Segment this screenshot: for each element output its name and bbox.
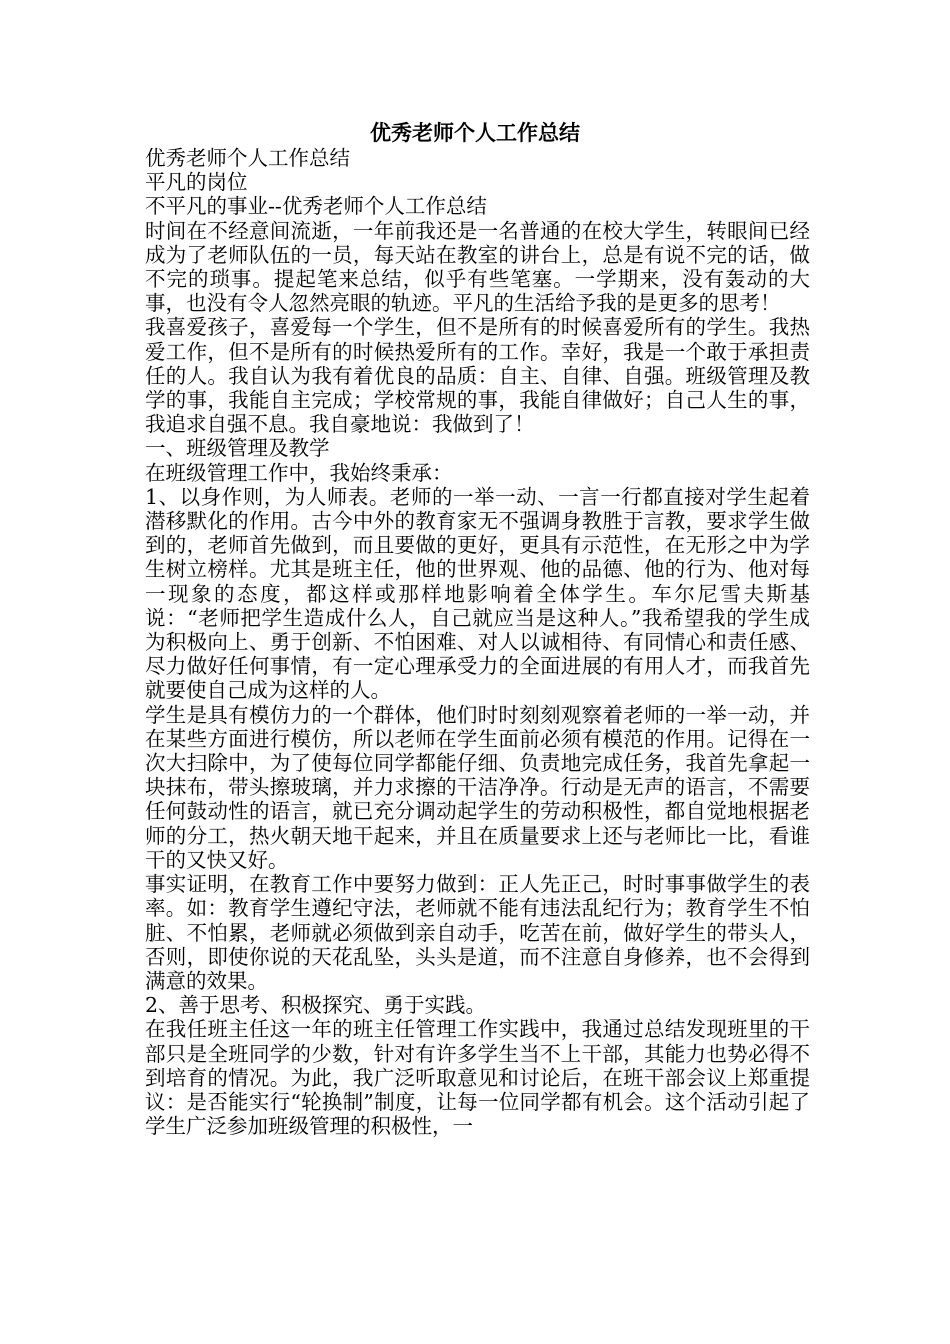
paragraph-principle-intro: 在班级管理工作中，我始终秉承： <box>145 460 453 485</box>
paragraph-heading-3: 不平凡的事业--优秀老师个人工作总结 <box>145 194 487 219</box>
paragraph-love-students: 我喜爱孩子，喜爱每一个学生，但不是所有的时候喜爱所有的学生。我热爱工作，但不是所有的时候热爱所有的工作。幸好，我是一个敢于承担责任的人。我自认为我有着优良的品质：自主、自律、自强。班级管理及教学的事，我能自主完成；学校常规的事，我能自律做好；自己人生的事，我追求自强不息。我自豪地说：我做到了！ <box>145 315 810 437</box>
document-title: 优秀老师个人工作总结 <box>370 121 580 145</box>
paragraph-imitation: 学生是具有模仿力的一个群体，他们时时刻刻观察着老师的一举一动，并在某些方面进行模仿，所以老师在学生面前必须有模范的作用。记得在一次大扫除中，为了使每位同学都能仔细、负责地完成任务，我首先拿起一块抹布，带头擦玻璃，并力求擦的干洁净净。行动是无声的语言，不需要任何鼓动性的语言，就已充分调动起学生的劳动积极性，都自觉地根据老师的分工，热火朝天地干起来，并且在质量要求上还与老师比一比，看谁干的又快又好。 <box>145 702 810 872</box>
document-body <box>145 146 810 1138</box>
paragraph-point-2: 2、善于思考、积极探究、勇于实践。 <box>145 993 487 1018</box>
paragraph-intro: 时间在不经意间流逝，一年前我还是一名普通的在校大学生，转眼间已经成为了老师队伍的一员，每天站在教室的讲台上，总是有说不完的话，做不完的琐事。提起笔来总结，似乎有些笔塞。一学期来，没有轰动的大事，也没有令人忽然亮眼的轨迹。平凡的生活给予我的是更多的思考！ <box>145 218 810 316</box>
paragraph-heading-2: 平凡的岗位 <box>145 170 248 195</box>
section-heading-class-management: 一、班级管理及教学 <box>145 436 330 461</box>
paragraph-heading-1: 优秀老师个人工作总结 <box>145 146 350 170</box>
paragraph-facts: 事实证明，在教育工作中要努力做到：正人先正己，时时事事做学生的表率。如：教育学生遵纪守法，老师就不能有违法乱纪行为；教育学生不怕脏、不怕累，老师就必须做到亲自动手，吃苦在前，做好学生的带头人，否则，即使你说的天花乱坠，头头是道，而不注意自身修养，也不会得到满意的效果。 <box>145 872 810 993</box>
paragraph-rotation: 在我任班主任这一年的班主任管理工作实践中，我通过总结发现班里的干部只是全班同学的少数，针对有许多学生当不上干部，其能力也势必得不到培育的情况。为此，我广泛听取意见和讨论后，在班干部会议上郑重提议：是否能实行“轮换制”制度，让每一位同学都有机会。这个活动引起了学生广泛参加班级管理的积极性，一 <box>145 1017 810 1139</box>
paragraph-point-1: 1、以身作则，为人师表。老师的一举一动、一言一行都直接对学生起着潜移默化的作用。古今中外的教育家无不强调身教胜于言教，要求学生做到的，老师首先做到，而且要做的更好，更具有示范性，在无形之中为学生树立榜样。尤其是班主任，他的世界观、他的品德、他的行为、他对每一现象的态度，都这样或那样地影响着全体学生。车尔尼雪夫斯基说：“老师把学生造成什么人，自己就应当是这种人。”我希望我的学生成为积极向上、勇于创新、不怕困难、对人以诚相待、有同情心和责任感、尽力做好任何事情，有一定心理承受力的全面进展的有用人才，而我首先就要使自己成为这样的人。 <box>145 484 810 703</box>
